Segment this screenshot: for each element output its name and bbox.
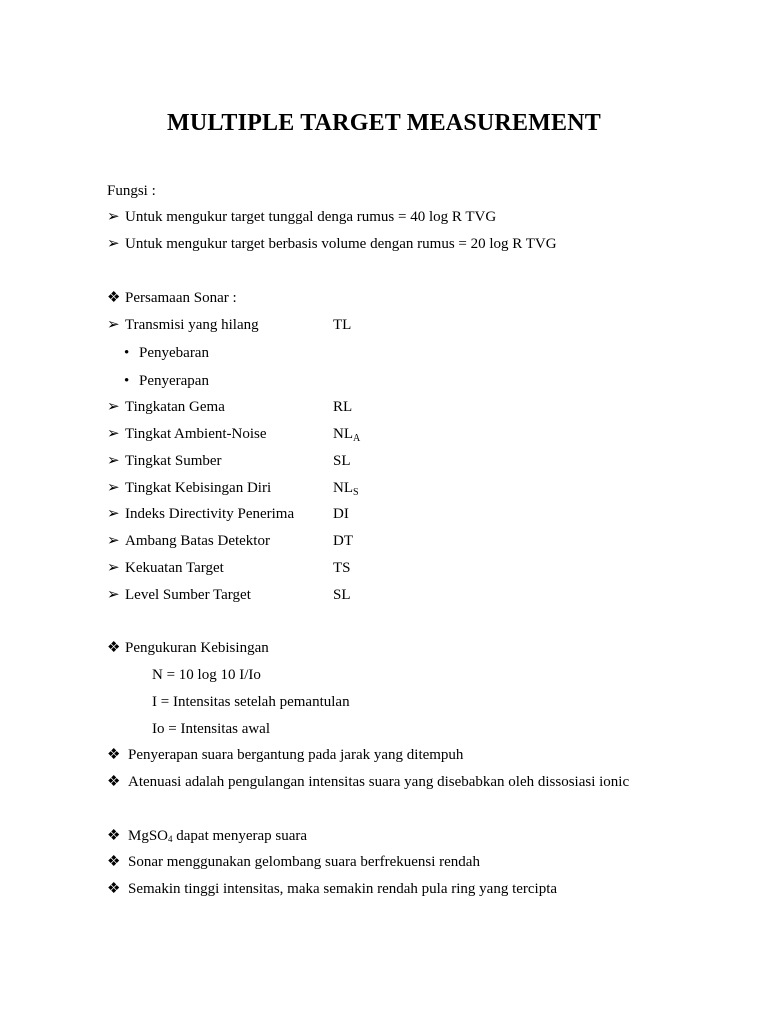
sonar-row: ➢ Tingkat Sumber	[107, 453, 222, 469]
sonar-abbr: TS	[333, 560, 351, 576]
page-title: MULTIPLE TARGET MEASUREMENT	[167, 110, 601, 136]
note-item: ❖ Sonar menggunakan gelombang suara berfrekuensi rendah	[107, 854, 480, 870]
definition: Io = Intensitas awal	[152, 721, 271, 737]
sonar-row: ➢ Indeks Directivity Penerima	[107, 506, 295, 522]
note-item: ❖ Semakin tinggi intensitas, maka semakin rendah pula ring yang tercipta	[107, 881, 558, 897]
sonar-abbr: SL	[333, 587, 351, 603]
diamond-bullet-icon: ❖	[107, 881, 121, 897]
sonar-abbr: $NL_A$	[333, 426, 361, 444]
arrow-bullet-icon: ➢	[107, 453, 120, 469]
arrow-bullet-icon: ➢	[107, 317, 120, 333]
sonar-row: ➢ Ambang Batas Detektor	[107, 533, 270, 549]
arrow-bullet-icon: ➢	[107, 506, 120, 522]
sonar-abbr: SL	[333, 453, 351, 469]
definition: I = Intensitas setelah pemantulan	[152, 694, 350, 710]
arrow-bullet-icon: ➢	[107, 426, 120, 442]
sonar-row: ➢ Transmisi yang hilang	[107, 317, 259, 333]
fungsi-item: ➢ Untuk mengukur target berbasis volume dengan rumus = 20 log R TVG	[107, 236, 557, 252]
kebisingan-point: ❖ Atenuasi adalah pengulangan intensitas suara yang disebabkan oleh dissosiasi ionic	[107, 774, 630, 790]
sonar-row: ➢ Tingkat Ambient-Noise	[107, 426, 267, 442]
sonar-row: ➢ Tingkat Kebisingan Diri	[107, 480, 272, 496]
arrow-bullet-icon: ➢	[107, 560, 120, 576]
sonar-abbr: RL	[333, 399, 353, 415]
sonar-heading: ❖ Persamaan Sonar :	[107, 290, 237, 306]
diamond-bullet-icon: ❖	[107, 290, 121, 306]
dot-bullet-icon: •	[124, 345, 130, 361]
sonar-row: ➢ Tingkatan Gema	[107, 399, 225, 415]
sonar-row: ➢ Kekuatan Target	[107, 560, 224, 576]
sonar-abbr: DI	[333, 506, 349, 522]
fungsi-item: ➢ Untuk mengukur target tunggal denga rumus = 40 log R TVG	[107, 209, 497, 225]
arrow-bullet-icon: ➢	[107, 587, 120, 603]
diamond-bullet-icon: ❖	[107, 640, 121, 656]
arrow-bullet-icon: ➢	[107, 209, 120, 225]
sub-bullet-item: • Penyebaran	[124, 345, 209, 361]
sonar-row: ➢ Level Sumber Target	[107, 587, 251, 603]
kebisingan-heading: ❖ Pengukuran Kebisingan	[107, 640, 269, 656]
arrow-bullet-icon: ➢	[107, 236, 120, 252]
sonar-abbr: DT	[333, 533, 353, 549]
dot-bullet-icon: •	[124, 373, 130, 389]
diamond-bullet-icon: ❖	[107, 747, 121, 763]
arrow-bullet-icon: ➢	[107, 533, 120, 549]
diamond-bullet-icon: ❖	[107, 828, 121, 844]
diamond-bullet-icon: ❖	[107, 854, 121, 870]
sonar-abbr: TL	[333, 317, 352, 333]
arrow-bullet-icon: ➢	[107, 399, 120, 415]
fungsi-heading: Fungsi :	[107, 183, 156, 199]
diamond-bullet-icon: ❖	[107, 774, 121, 790]
arrow-bullet-icon: ➢	[107, 480, 120, 496]
note-item: ❖ MgSO4 dapat menyerap suara	[107, 828, 308, 844]
kebisingan-point: ❖ Penyerapan suara bergantung pada jarak yang ditempuh	[107, 747, 464, 763]
sonar-abbr: $NL_S$	[333, 480, 359, 498]
formula: N = 10 log 10 I/Io	[152, 667, 261, 683]
sub-bullet-item: • Penyerapan	[124, 373, 209, 389]
